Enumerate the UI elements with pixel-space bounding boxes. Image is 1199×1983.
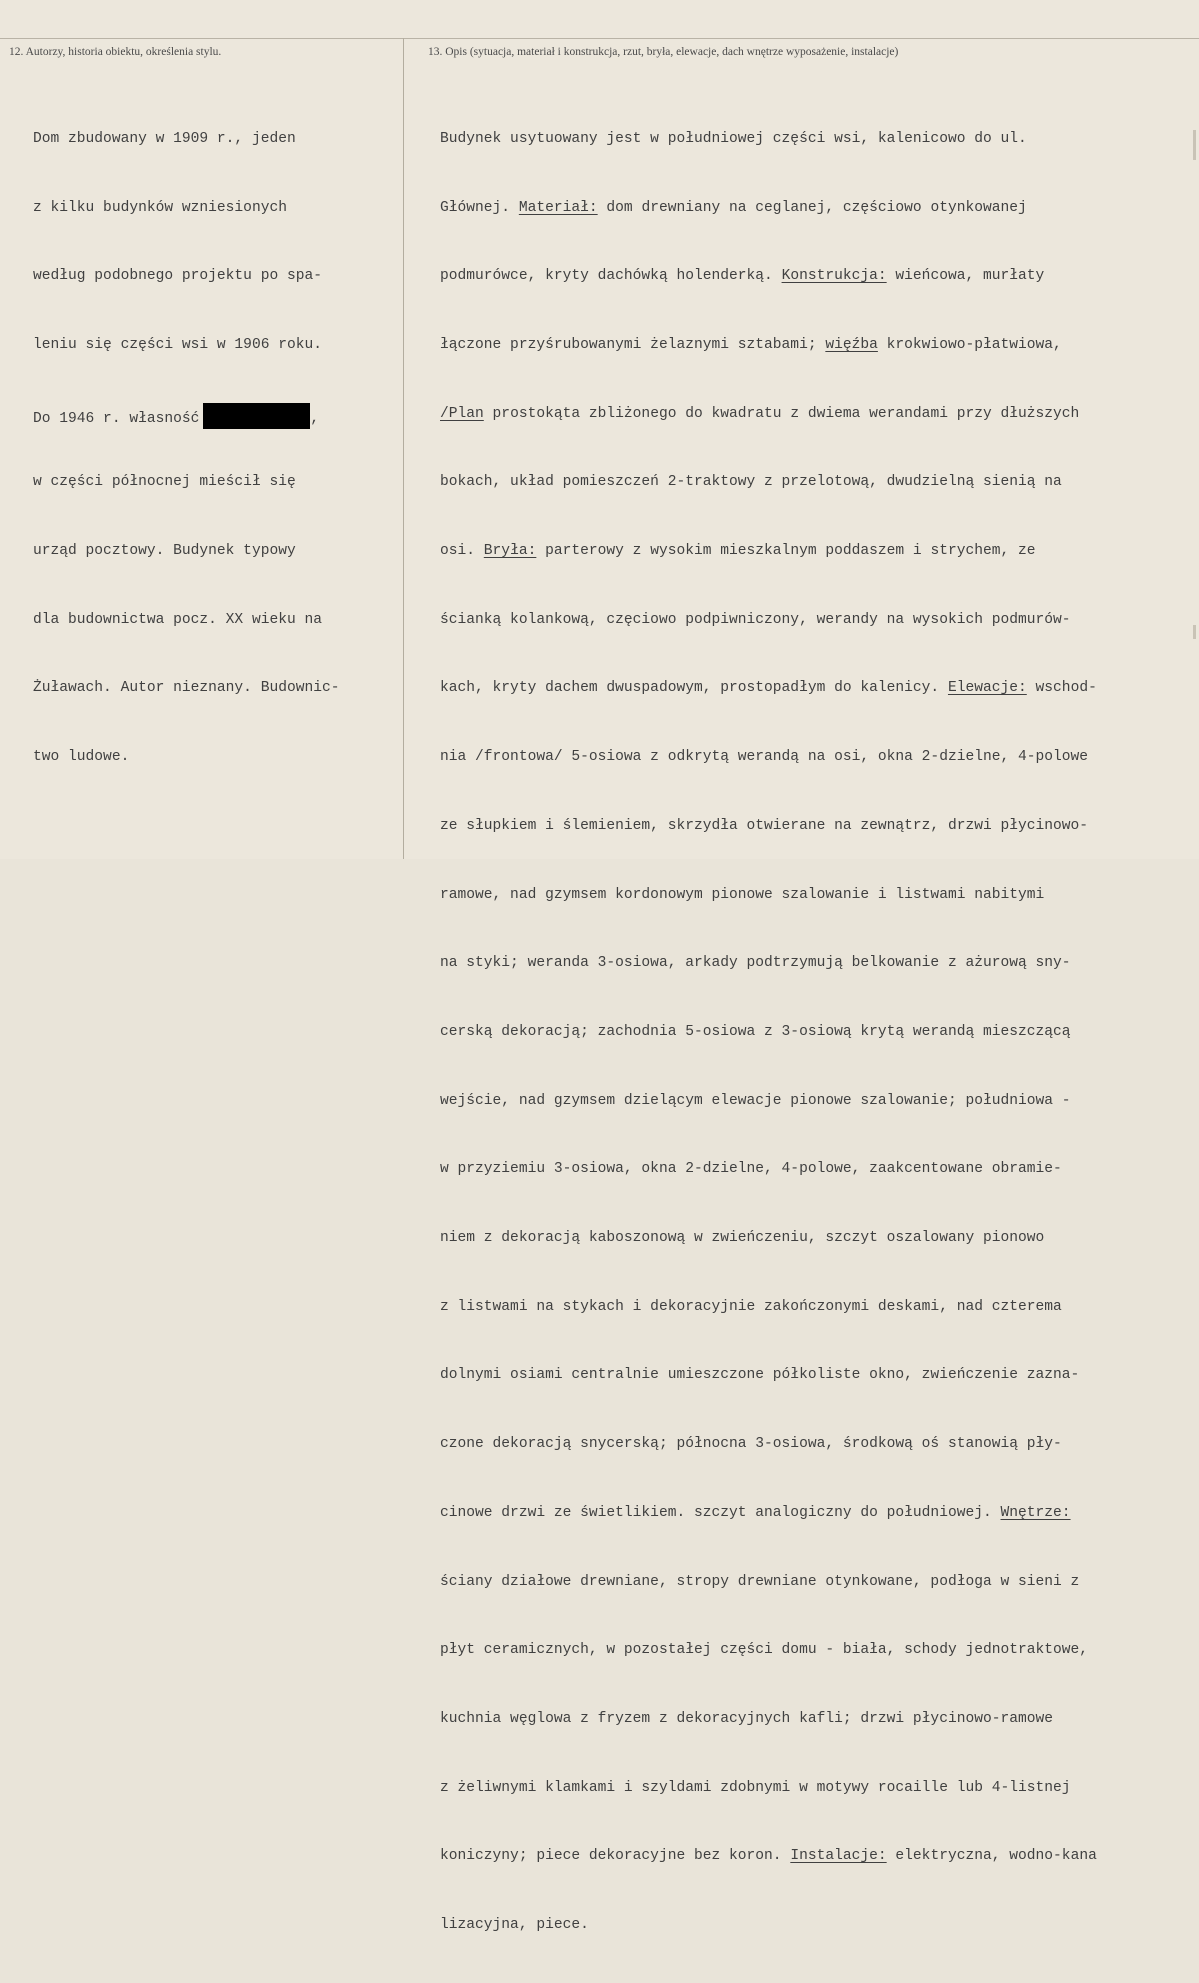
- text-line: ze słupkiem i ślemieniem, skrzydła otwierane na zewnątrz, drzwi płycinowo-: [440, 817, 1089, 834]
- label-bryla: Bryła:: [483, 543, 537, 560]
- label-wnetrze: Wnętrze:: [1000, 1504, 1071, 1521]
- text-line: ściany działowe drewniane, stropy drewniane otynkowane, podłoga w sieni z: [440, 1573, 1080, 1590]
- text-line: z listwami na stykach i dekoracyjnie zakończonymi deskami, nad czterema: [440, 1298, 1062, 1315]
- text-line: dla budownictwa pocz. XX wieku na: [33, 611, 323, 628]
- text-line: kach, kryty dachem dwuspadowym, prostopadłym do kalenicy. Elewacje: wschod-: [440, 680, 1097, 697]
- text-line: urząd pocztowy. Budynek typowy: [33, 543, 296, 560]
- text-line: z żeliwnymi klamkami i szyldami zdobnymi w motywy rocaille lub 4-listnej: [440, 1779, 1071, 1796]
- label-elewacje: Elewacje:: [947, 680, 1027, 697]
- text-line: bokach, układ pomieszczeń 2-traktowy z przelotową, dwudzielną sienią na: [440, 474, 1062, 491]
- text-line: Dom zbudowany w 1909 r., jeden: [33, 130, 296, 147]
- text-line: według podobnego projektu po spa-: [33, 268, 323, 285]
- text-line: łączone przyśrubowanymi żelaznymi sztabami; więźba krokwiowo-płatwiowa,: [440, 336, 1062, 353]
- text-line: cinowe drzwi ze świetlikiem. szczyt analogiczny do południowej. Wnętrze:: [440, 1504, 1071, 1521]
- section-12-header: 12. Autorzy, historia obiektu, określenia stylu.: [9, 46, 222, 58]
- text-line: koniczyny; piece dekoracyjne bez koron. Instalacje: elektryczna, wodno-kana: [440, 1848, 1097, 1865]
- text-line: /Plan prostokąta zbliżonego do kwadratu z dwiema werandami przy dłuższych: [440, 405, 1080, 422]
- label-instalacje: Instalacje:: [790, 1848, 887, 1865]
- text-line: niem z dekoracją kaboszonową w zwieńczeniu, szczyt oszalowany pionowo: [440, 1230, 1045, 1247]
- text-line: dolnymi osiami centralnie umieszczone półkoliste okno, zwieńczenie zazna-: [440, 1367, 1080, 1384]
- text-line: leniu się części wsi w 1906 roku.: [33, 336, 323, 353]
- text-line: na styki; weranda 3-osiowa, arkady podtrzymują belkowanie z ażurową sny-: [440, 955, 1071, 972]
- text-line: czone dekoracją snycerską; północna 3-osiowa, środkową oś stanowią pły-: [440, 1436, 1062, 1453]
- text-line: osi. Bryła: parterowy z wysokim mieszkalnym poddaszem i strychem, ze: [440, 543, 1036, 560]
- redaction-block: [203, 403, 310, 429]
- top-rule: [0, 38, 1199, 39]
- column-divider: [403, 38, 404, 859]
- text-line: cerską dekoracją; zachodnia 5-osiowa z 3-osiową krytą werandą mieszczącą: [440, 1023, 1071, 1040]
- text-line: z kilku budynków wzniesionych: [33, 199, 287, 216]
- edge-mark: [1193, 130, 1196, 160]
- text-line: Do 1946 r. własność ,: [33, 403, 340, 426]
- label-wiezba: więźba: [825, 336, 878, 353]
- text-line: Żuławach. Autor nieznany. Budownic-: [33, 680, 340, 697]
- text-line: nia /frontowa/ 5-osiowa z odkrytą werandą na osi, okna 2-dzielne, 4-polowe: [440, 749, 1089, 766]
- section-13-text: [440, 82, 1097, 1983]
- text-line: Budynek usytuowany jest w południowej części wsi, kalenicowo do ul.: [440, 130, 1027, 147]
- text-line: ścianką kolankową, częciowo podpiwniczony, werandy na wysokich podmurów-: [440, 611, 1071, 628]
- label-konstrukcja: Konstrukcja:: [781, 268, 887, 285]
- text-line: w części północnej mieścił się: [33, 474, 296, 491]
- text-line: two ludowe.: [33, 749, 130, 766]
- text-line: lizacyjna, piece.: [440, 1917, 589, 1934]
- text-line: płyt ceramicznych, w pozostałej części domu - biała, schody jednotraktowe,: [440, 1642, 1089, 1659]
- section-12-text: [33, 82, 340, 815]
- edge-mark: [1193, 625, 1196, 639]
- text-line: Głównej. Materiał: dom drewniany na ceglanej, częściowo otynkowanej: [440, 199, 1027, 216]
- label-plan: /Plan: [440, 405, 484, 422]
- text-line: wejście, nad gzymsem dzielącym elewacje pionowe szalowanie; południowa -: [440, 1092, 1071, 1109]
- text-line: ramowe, nad gzymsem kordonowym pionowe szalowanie i listwami nabitymi: [440, 886, 1045, 903]
- section-13-header: 13. Opis (sytuacja, materiał i konstrukcja, rzut, bryła, elewacje, dach wnętrze wyposażenie, instalacje): [428, 46, 899, 58]
- text-line: podmurówce, kryty dachówką holenderką. Konstrukcja: wieńcowa, murłaty: [440, 268, 1045, 285]
- label-material: Materiał:: [518, 199, 598, 216]
- text-line: kuchnia węglowa z fryzem z dekoracyjnych kafli; drzwi płycinowo-ramowe: [440, 1710, 1054, 1727]
- text-line: w przyziemiu 3-osiowa, okna 2-dzielne, 4-polowe, zaakcentowane obramie-: [440, 1161, 1062, 1178]
